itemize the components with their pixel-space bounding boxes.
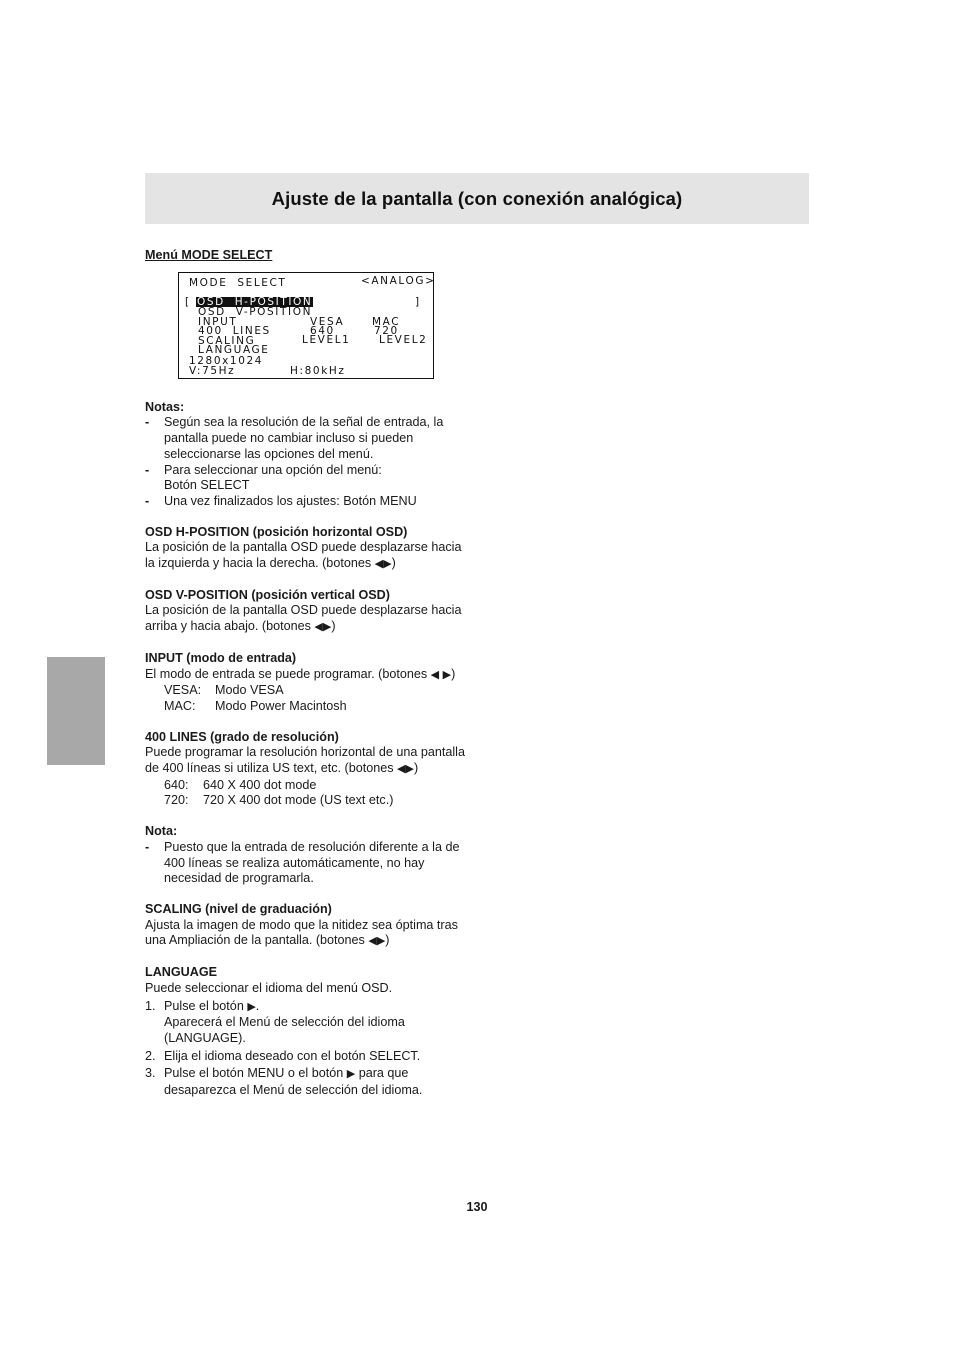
- title-bar: [145, 173, 809, 224]
- section-scaling-body: Ajusta la imagen de modo que la nitidez sea óptima tras una Ampliación de la pantalla. (botones ◀▶): [145, 917, 458, 948]
- osd-resolution: 1280x1024: [189, 354, 264, 367]
- arrow-left-icon: ◀: [430, 668, 440, 681]
- main-content: [145, 248, 470, 1099]
- arrow-right-icon: ▶: [376, 935, 386, 948]
- osd-bracket-right: ]: [415, 295, 421, 308]
- menu-heading: Menú MODE SELECT: [145, 248, 273, 262]
- arrow-right-icon: ▶: [405, 763, 414, 776]
- arrow-left-icon: ◀: [397, 763, 406, 776]
- arrow-left-icon: ◀: [368, 935, 377, 948]
- osd-mode: <ANALOG>: [361, 274, 436, 287]
- osd-input-mac: MAC: [372, 315, 401, 328]
- note-item: - Según sea la resolución de la señal de entrada, la pantalla puede no cambiar incluso si pueden seleccionarse las opciones del menú.: [145, 415, 444, 461]
- arrow-right-icon: ▶: [322, 621, 332, 634]
- arrow-right-icon: ▶: [383, 558, 392, 571]
- osd-vfreq: V:75Hz: [189, 364, 236, 377]
- language-side-tab: [47, 657, 105, 765]
- language-step: 1. Pulse el botón ▶. Aparecerá el Menú de selección del idioma (LANGUAGE).: [145, 998, 405, 1045]
- section-input-body: El modo de entrada se puede programar. (botones ◀ ▶): [145, 666, 456, 681]
- osd-scaling-level2: LEVEL2: [379, 333, 428, 346]
- section-osd-h-body: La posición de la pantalla OSD puede desplazarse hacia la izquierda y hacia la derecha. (botones ◀▶): [145, 540, 462, 571]
- arrow-right-icon: ▶: [247, 1000, 256, 1013]
- section-osd-h-heading: OSD H-POSITION (posición horizontal OSD): [145, 524, 408, 539]
- page-number: 130: [466, 1200, 488, 1214]
- arrow-right-icon: ▶: [442, 668, 452, 681]
- section-lines-body: Puede programar la resolución horizontal de una pantalla de 400 líneas si utiliza US text, etc. (botones ◀▶): [145, 745, 465, 776]
- page-title: Ajuste de la pantalla (con conexión analógica): [271, 187, 683, 209]
- osd-item-lines: 400 LINES: [198, 324, 271, 337]
- osd-item-scaling: SCALING: [198, 334, 256, 347]
- section-lines-heading: 400 LINES (grado de resolución): [145, 729, 339, 744]
- lines-option: 640: 640 X 400 dot mode: [164, 777, 317, 792]
- nota-heading: Nota:: [145, 824, 178, 839]
- osd-scaling-level1: LEVEL1: [302, 333, 351, 346]
- nota-item: - Puesto que la entrada de resolución diferente a la de 400 líneas se realiza automáticamente, no hay necesidad de programarla.: [145, 839, 460, 886]
- arrow-left-icon: ◀: [374, 558, 384, 571]
- lines-option: 720: 720 X 400 dot mode (US text etc.): [164, 793, 394, 808]
- input-option: MAC: Modo Power Macintosh: [164, 698, 347, 713]
- osd-input-vesa: VESA: [310, 315, 345, 328]
- osd-menu-diagram: [178, 272, 434, 379]
- section-language-heading: LANGUAGE: [145, 965, 218, 980]
- section-input-heading: INPUT (modo de entrada): [145, 650, 297, 665]
- arrow-left-icon: ◀: [314, 621, 323, 634]
- osd-lines-720: 720: [374, 324, 399, 337]
- osd-item-input: INPUT: [198, 315, 238, 328]
- section-language-body: Puede seleccionar el idioma del menú OSD.: [145, 980, 393, 995]
- section-scaling-heading: SCALING (nivel de graduación): [145, 901, 332, 916]
- osd-bracket-left: [: [185, 295, 191, 308]
- osd-item-h-position: OSD H-POSITION: [197, 295, 313, 308]
- osd-lines-640: 640: [310, 324, 335, 337]
- language-step: 2. Elija el idioma deseado con el botón SELECT.: [145, 1048, 421, 1063]
- note-item: - Una vez finalizados los ajustes: Botón MENU: [145, 493, 417, 508]
- language-step: 3. Pulse el botón MENU o el botón ▶ para que desaparezca el Menú de selección del idioma.: [145, 1066, 423, 1098]
- section-osd-v-body: La posición de la pantalla OSD puede desplazarse hacia arriba y hacia abajo. (botones ◀▶): [145, 603, 462, 634]
- osd-item-language: LANGUAGE: [198, 343, 270, 356]
- section-osd-v-heading: OSD V-POSITION (posición vertical OSD): [145, 587, 390, 602]
- notes-heading: Notas:: [145, 399, 185, 414]
- osd-title: MODE SELECT: [189, 276, 287, 289]
- arrow-right-icon: ▶: [346, 1068, 356, 1081]
- input-option: VESA: Modo VESA: [164, 683, 284, 698]
- note-item: - Para seleccionar una opción del menú: Botón SELECT: [145, 462, 382, 493]
- osd-item-v-position: OSD V-POSITION: [198, 305, 313, 318]
- osd-hfreq: H:80kHz: [290, 364, 346, 377]
